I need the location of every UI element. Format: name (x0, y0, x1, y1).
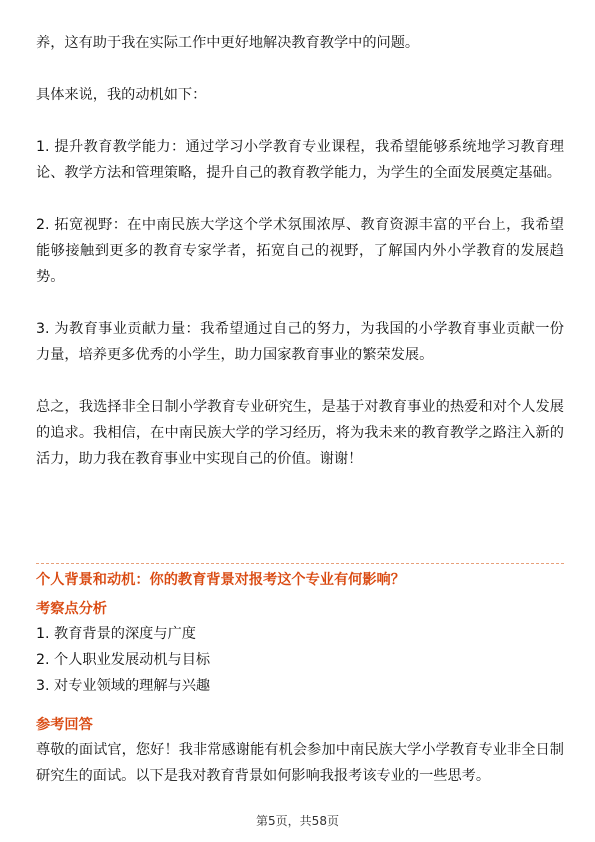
section-divider (36, 563, 564, 564)
analysis-label: 考察点分析 (36, 601, 107, 617)
analysis-section (36, 597, 564, 699)
paragraph-motivation-2: 2. 拓宽视野：在中南民族大学这个学术氛围浓厚、教育资源丰富的平台上，我希望能够接触到更多的教育专家学者，拓宽自己的视野，了解国内外小学教育的发展趋势。 (36, 217, 564, 285)
page-number: 第5页，共58页 (256, 814, 339, 828)
paragraph-motivation-3: 3. 为教育事业贡献力量：我希望通过自己的努力，为我国的小学教育事业贡献一份力量，培养更多优秀的小学生，助力国家教育事业的繁荣发展。 (36, 321, 564, 363)
question-title: 个人背景和动机：你的教育背景对报考这个专业有何影响？ (36, 572, 405, 588)
analysis-item-2: 2. 个人职业发展动机与目标 (36, 652, 211, 668)
paragraph-conclusion: 总之，我选择非全日制小学教育专业研究生，是基于对教育事业的热爱和对个人发展的追求。我相信，在中南民族大学的学习经历，将为我未来的教育教学之路注入新的活力，助力我在教育事业中实现自己的价值。谢谢！ (36, 399, 564, 467)
answer-section (36, 713, 564, 789)
answer-label: 参考回答 (36, 717, 93, 733)
analysis-item-3: 3. 对专业领域的理解与兴趣 (36, 678, 211, 694)
answer-text: 尊敬的面试官，您好！我非常感谢能有机会参加中南民族大学小学教育专业非全日制研究生的面试。以下是我对教育背景如何影响我报考该专业的一些思考。 (36, 742, 564, 784)
paragraph-motivation-1: 1. 提升教育教学能力：通过学习小学教育专业课程，我希望能够系统地学习教育理论、教学方法和管理策略，提升自己的教育教学能力，为学生的全面发展奠定基础。 (36, 139, 564, 181)
paragraph-motivation-lead: 具体来说，我的动机如下： (36, 87, 207, 103)
analysis-item-1: 1. 教育背景的深度与广度 (36, 626, 196, 642)
paragraph-intro-continuation: 养，这有助于我在实际工作中更好地解决教育教学中的问题。 (36, 35, 420, 51)
document-body (36, 30, 564, 784)
